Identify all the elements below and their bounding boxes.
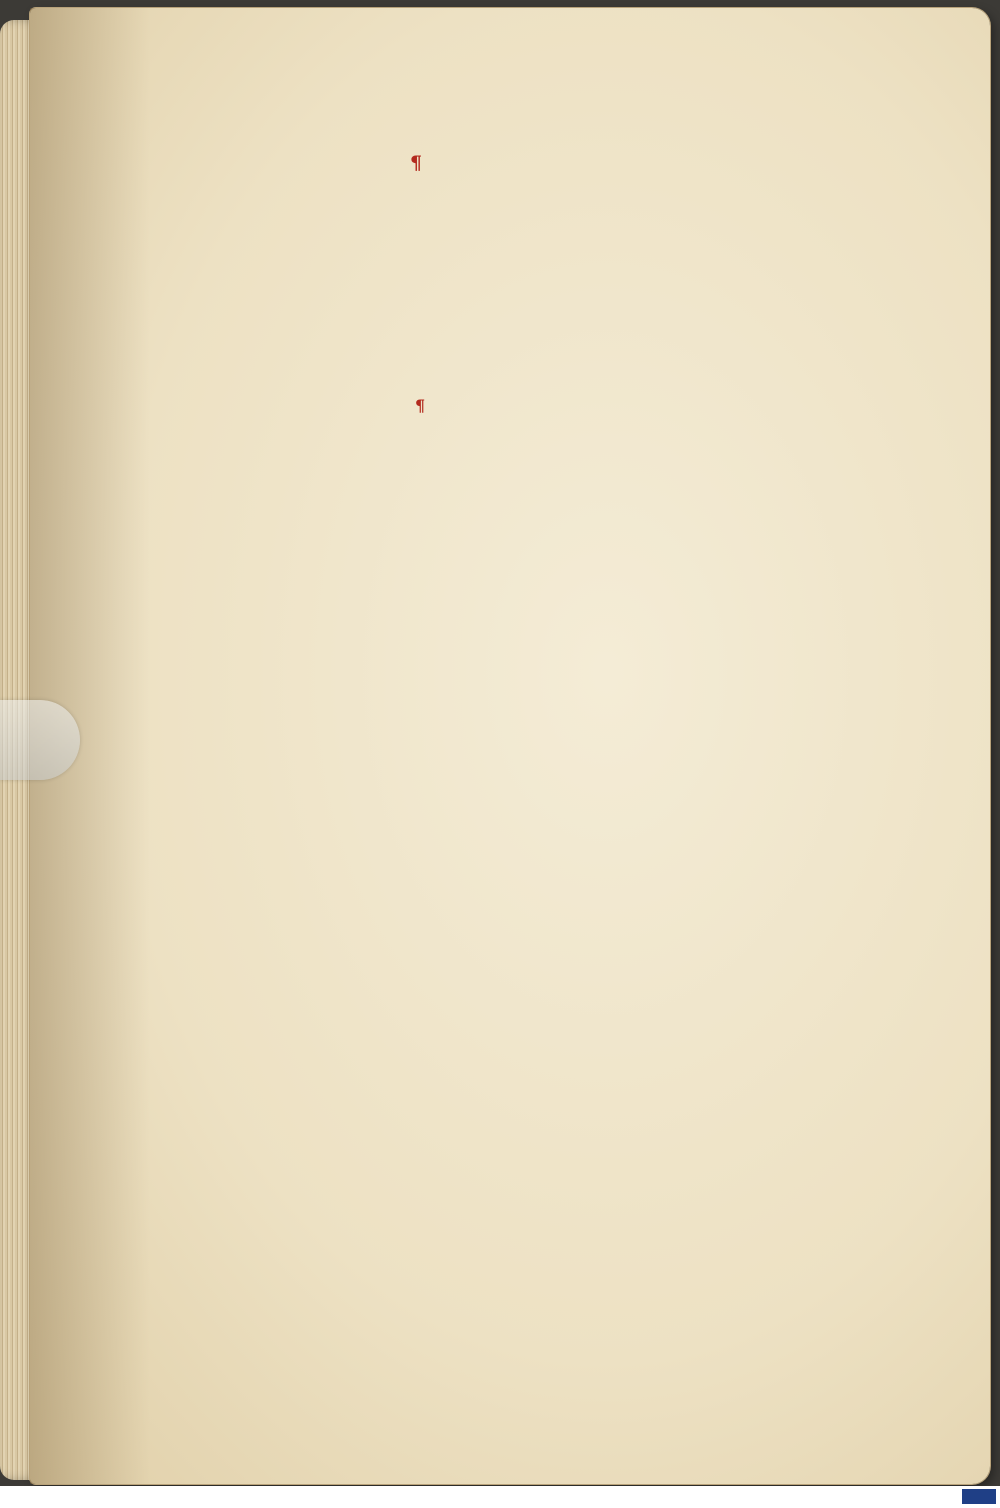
dfg-logo <box>962 1489 996 1504</box>
red-initial-b <box>232 432 362 562</box>
rubric-mark: ¶ <box>410 152 423 174</box>
running-head <box>410 152 426 174</box>
section-heading <box>415 396 429 415</box>
book-page <box>30 8 990 1484</box>
rubric-pilcrow: ¶ <box>415 396 426 415</box>
page-clip <box>0 700 80 780</box>
footer-bar <box>0 1486 1000 1508</box>
